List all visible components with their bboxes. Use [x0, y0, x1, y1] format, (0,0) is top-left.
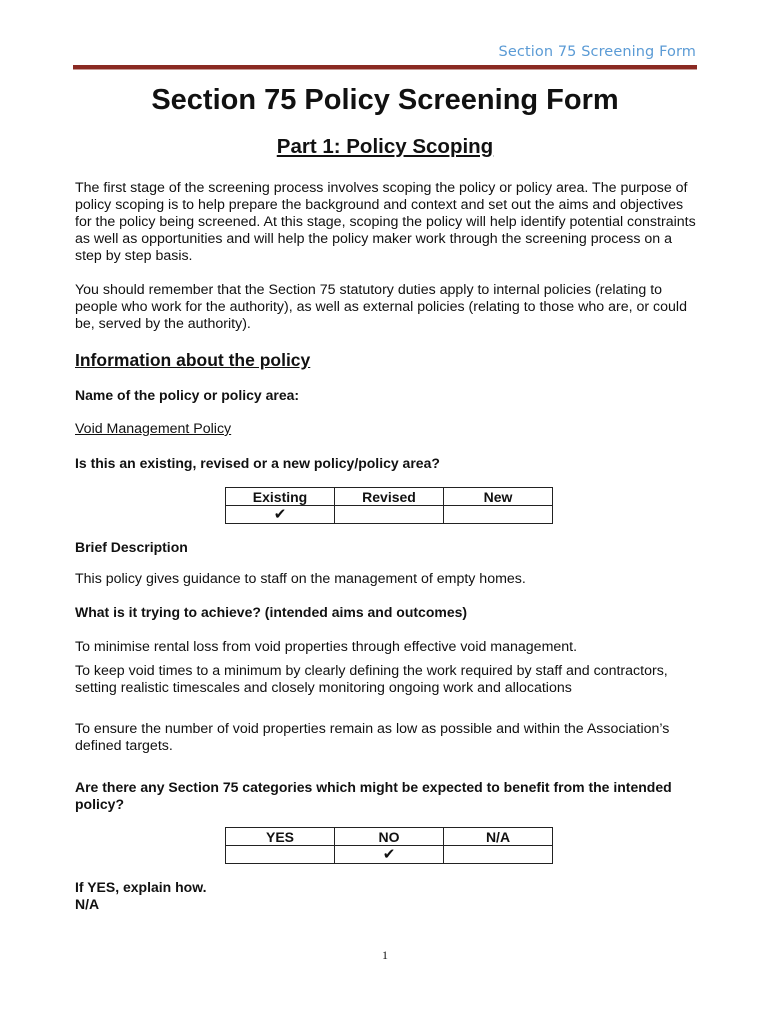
running-header-title: Section 75 Screening Form — [498, 44, 696, 60]
explain-value: N/A — [75, 896, 100, 912]
categories-question: Are there any Section 75 categories which might be expected to benefit from the intended policy? — [75, 779, 672, 812]
policy-status-question: Is this an existing, revised or a new policy/policy area? — [75, 455, 440, 471]
status-header-new: New — [444, 488, 553, 506]
categories-header-row — [226, 828, 553, 846]
categories-check-yes — [226, 846, 335, 864]
brief-description-label: Brief Description — [75, 539, 188, 555]
section-heading-policy-info: Information about the policy — [75, 350, 311, 370]
reminder-paragraph: You should remember that the Section 75 statutory duties apply to internal policies (relating to people who work for the authority), as well as external policies (relating to those who are, or could be, served by the authority). — [75, 282, 687, 332]
intro-paragraph: The first stage of the screening process involves scoping the policy or policy area. The purpose of policy scoping is to help prepare the background and context and set out the aims and objectives for the policy being screened. At this stage, scoping the policy will help identify potential constraints as well as opportunities and will help the policy maker work through the screening process on a step by step basis. — [75, 180, 696, 264]
status-check-new — [444, 506, 553, 524]
categories-header-no: NO — [335, 828, 444, 846]
categories-table — [225, 827, 553, 864]
brief-description-value: This policy gives guidance to staff on the management of empty homes. — [75, 571, 526, 587]
status-check-existing: ✔ — [226, 506, 335, 524]
part-title: Part 1: Policy Scoping — [276, 135, 494, 158]
policy-name-value: Void Management Policy — [75, 421, 232, 437]
explain-label: If YES, explain how. — [75, 879, 207, 895]
aim-item-2: To keep void times to a minimum by clearly defining the work required by staff and contractors, setting realistic timescales and closely monitoring ongoing work and allocations — [75, 663, 668, 696]
aim-item-1: To minimise rental loss from void properties through effective void management. — [75, 639, 578, 655]
policy-name-label: Name of the policy or policy area: — [75, 387, 300, 403]
document-title: Section 75 Policy Screening Form — [151, 84, 619, 116]
categories-header-na: N/A — [444, 828, 553, 846]
aims-question: What is it trying to achieve? (intended aims and outcomes) — [75, 604, 468, 620]
categories-check-row — [226, 846, 553, 864]
categories-check-na — [444, 846, 553, 864]
status-check-revised — [335, 506, 444, 524]
status-header-existing: Existing — [226, 488, 335, 506]
page-number: 1 — [382, 948, 388, 962]
status-header-revised: Revised — [335, 488, 444, 506]
categories-check-no: ✔ — [335, 846, 444, 864]
policy-status-header-row — [226, 488, 553, 506]
policy-status-check-row — [226, 506, 553, 524]
categories-header-yes: YES — [226, 828, 335, 846]
header-rule — [73, 65, 697, 70]
aim-item-3: To ensure the number of void properties remain as low as possible and within the Association’s defined targets. — [75, 721, 670, 754]
policy-status-table — [225, 487, 553, 524]
